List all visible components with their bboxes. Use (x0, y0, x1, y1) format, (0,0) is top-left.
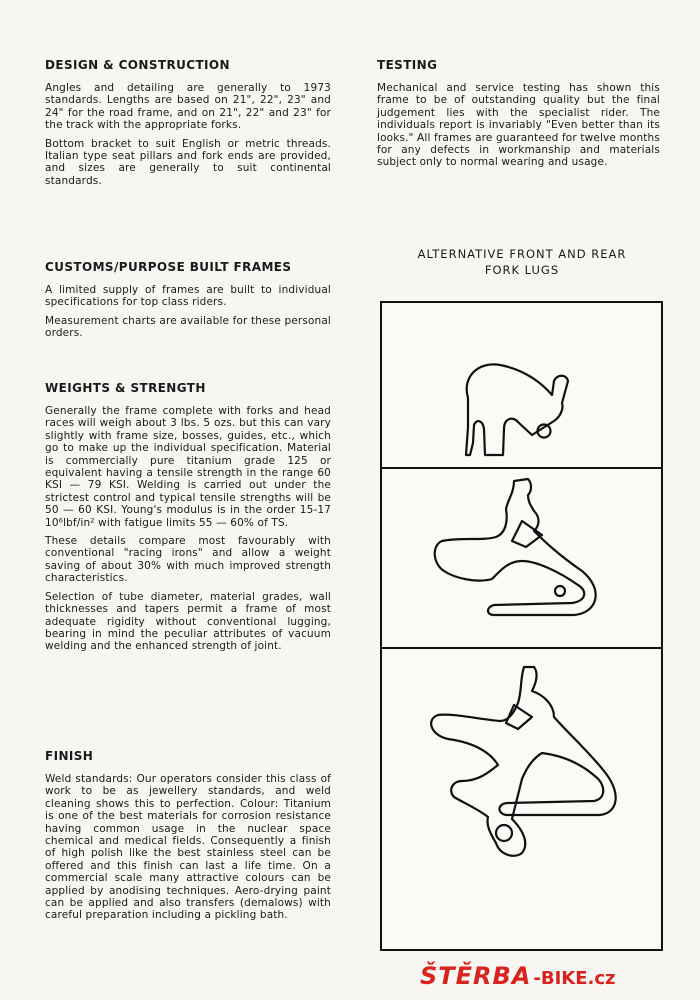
fork-lugs-drawing (382, 303, 661, 949)
weights-strength-section (45, 381, 331, 659)
paragraph: Weld standards: Our operators consider this class of work to be as jewellery standards, and weld cleaning shows this to perfection. Colour: Titanium is one of the best materials for corrosion resistance having common usage in the nuclear space chemical and medical fields. Consequently a finish of high polish like the best stainless steel can be offered and this finish can last a life time. On a commercial scale many attractive colours can be applied by anodising techniques. Aero-drying paint can be applied and also transfers (demalows) with careful preparation including a pickling bath. (45, 773, 331, 922)
front-fork-lug-drawing (466, 364, 568, 455)
finish-section (45, 749, 331, 928)
section-heading: TESTING (377, 58, 438, 72)
site-watermark (420, 962, 616, 992)
watermark-suffix: -BIKE.cz (533, 968, 616, 989)
paragraph: These details compare most favourably with conventional "racing irons" and allow a weight saving of about 30% with much improved strength characteristics. (45, 535, 331, 585)
fork-lugs-illustration (380, 301, 663, 951)
illustration-title-line: ALTERNATIVE FRONT AND REAR (417, 247, 627, 261)
design-construction-section (45, 58, 331, 193)
alternative-rear-fork-lug-drawing (431, 667, 616, 856)
illustration-title-line: FORK LUGS (484, 263, 560, 277)
section-heading: DESIGN & CONSTRUCTION (45, 58, 230, 72)
paragraph: A limited supply of frames are built to individual specifications for top class riders. (45, 284, 331, 309)
paragraph: Bottom bracket to suit English or metric threads. Italian type seat pillars and fork ends are provided, and sizes are generally to suit continental standards. (45, 137, 331, 187)
illustration-title (377, 246, 667, 278)
watermark-brand: ŠTĚRBA (420, 962, 532, 990)
section-heading: WEIGHTS & STRENGTH (45, 381, 206, 395)
testing-section (377, 58, 660, 175)
section-heading: FINISH (45, 749, 94, 763)
paragraph: Angles and detailing are generally to 1973 standards. Lengths are based on 21", 22", 23" and 24" for the road frame, and on 21", 22" and 23" for the track with the appropriate forks. (45, 82, 331, 132)
section-heading: CUSTOMS/PURPOSE BUILT FRAMES (45, 260, 292, 274)
paragraph: Generally the frame complete with forks and head races will weigh about 3 lbs. 5 ozs. but this can vary slightly with frame size, bosses, guides, etc., which go to make up the individual specification. Material is commercially pure titanium grade 125 or equivalent having a tensile strength in the range 60 KSI — 79 KSI. Welding is carried out under the strictest control and typical tensile strengths will be 50 — 60 KSI. Young's modulus is in the order 15-17 10⁶lbf/in² with fatigue limits 55 — 60% of TS. (45, 405, 331, 529)
paragraph: Mechanical and service testing has shown this frame to be of outstanding quality but the final judgement lies with the specialist rider. The individuals report is invariably "Even better than its looks." All frames are guaranteed for twelve months for any defects in workmanship and materials subject only to normal wearing and usage. (377, 82, 660, 169)
rear-fork-lug-drawing (435, 479, 596, 615)
paragraph: Selection of tube diameter, material grades, wall thicknesses and tapers permit a frame of most adequate rigidity without conventional lugging, bearing in mind the peculiar attributes of vacuum welding and the enhanced strength of joint. (45, 590, 331, 653)
paragraph: Measurement charts are available for these personal orders. (45, 314, 331, 340)
customs-frames-section (45, 260, 331, 346)
